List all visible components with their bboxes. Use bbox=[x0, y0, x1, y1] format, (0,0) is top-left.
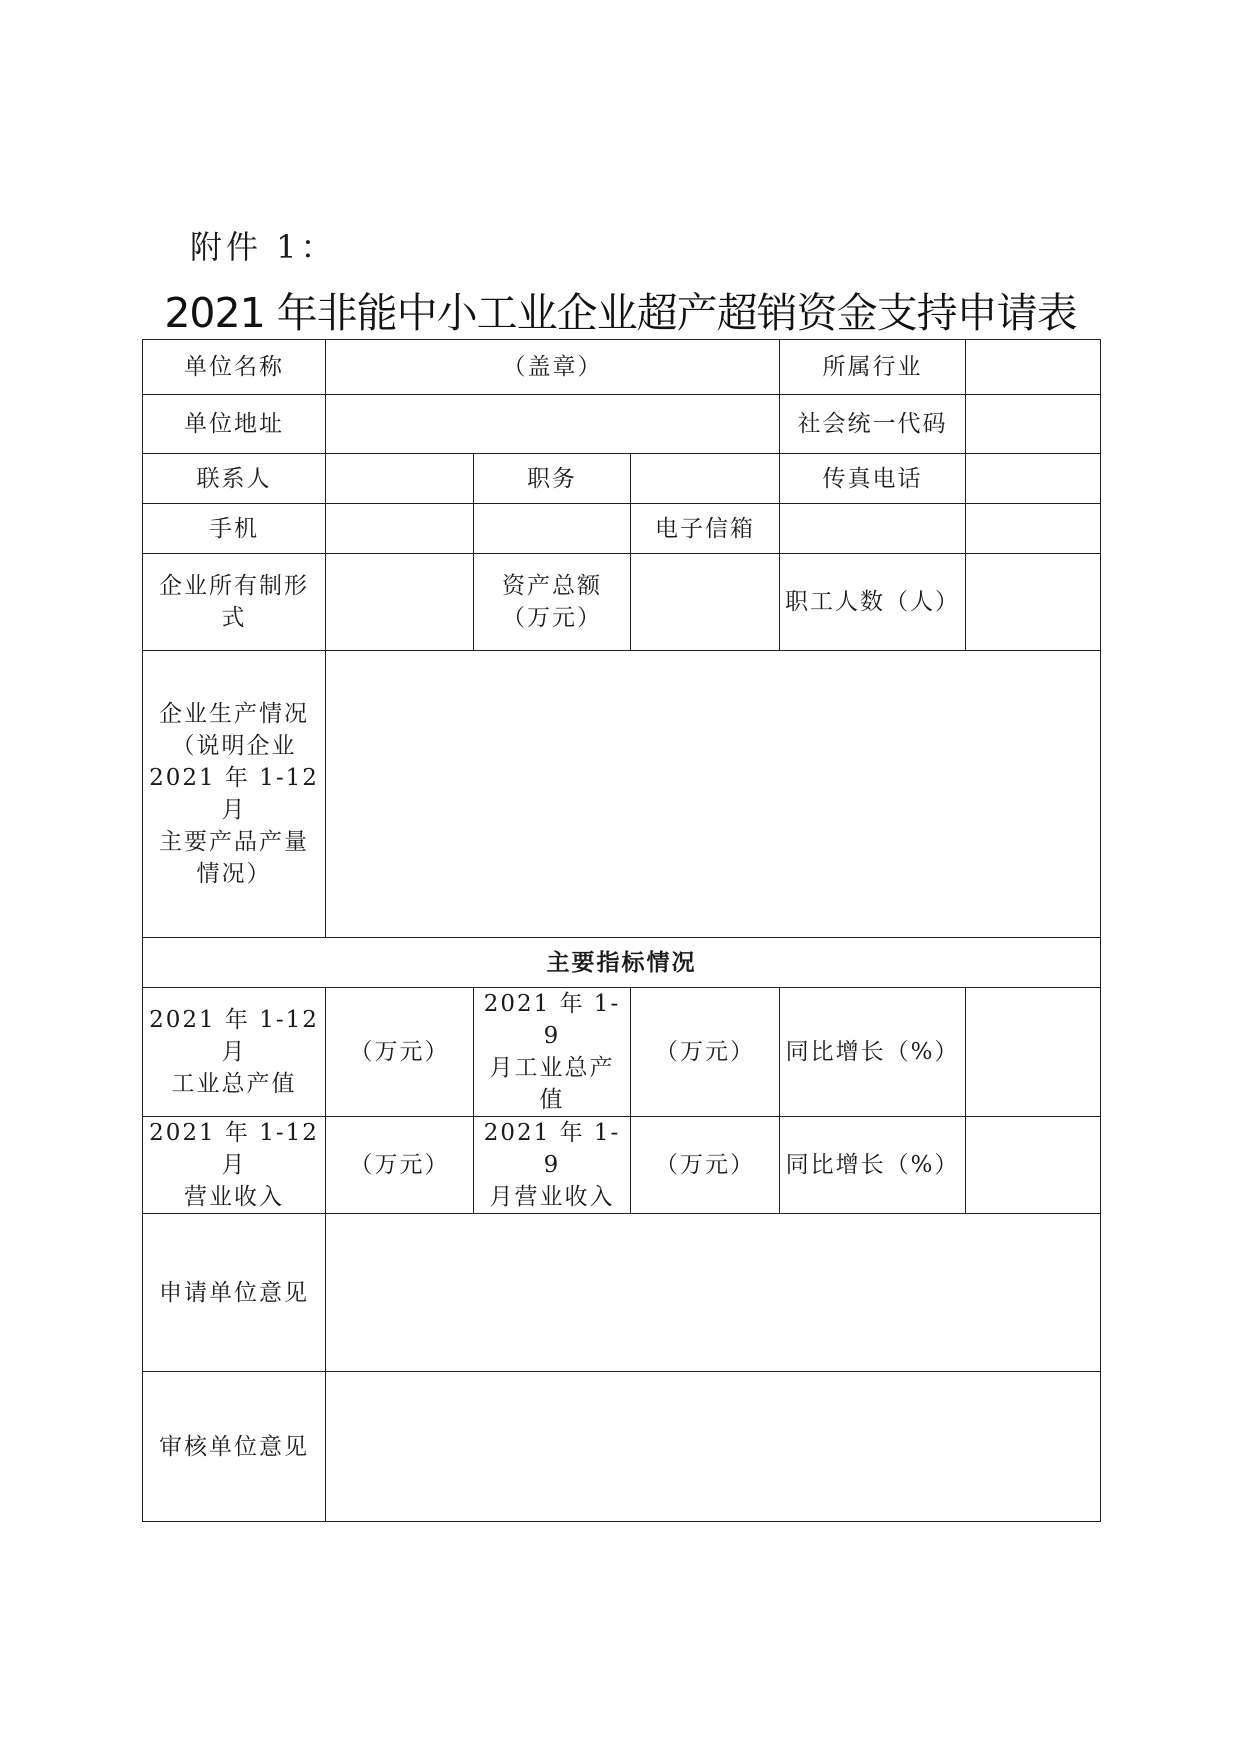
output-yoy-field[interactable] bbox=[966, 988, 1101, 1117]
revenue-yoy-field[interactable] bbox=[966, 1117, 1101, 1214]
employees-label: 职工人数（人） bbox=[780, 554, 966, 651]
mobile-field[interactable] bbox=[326, 504, 474, 554]
form-title: 2021 年非能中小工业企业超产超销资金支持申请表 bbox=[164, 289, 1077, 337]
email-label: 电子信箱 bbox=[631, 504, 780, 554]
unit-wan: （万元） bbox=[655, 1039, 755, 1065]
applicant-opinion-label: 申请单位意见 bbox=[143, 1214, 326, 1372]
address-field[interactable] bbox=[326, 395, 780, 454]
position-label: 职务 bbox=[474, 454, 631, 504]
seal-hint: （盖章） bbox=[502, 354, 603, 380]
production-field[interactable] bbox=[326, 651, 1101, 938]
fax-field[interactable] bbox=[966, 454, 1101, 504]
unit-wan: （万元） bbox=[655, 1152, 755, 1178]
production-label: 企业生产情况 （说明企业 2021 年 1-12 月 主要产品产量 情况） bbox=[143, 651, 326, 938]
application-form-table bbox=[142, 339, 1101, 1522]
fax-label: 传真电话 bbox=[780, 454, 966, 504]
output-yoy-label: 同比增长（%） bbox=[780, 988, 966, 1117]
contact-label: 联系人 bbox=[143, 454, 326, 504]
unit-wan: （万元） bbox=[349, 1039, 450, 1065]
unit-wan: （万元） bbox=[349, 1152, 450, 1178]
revenue-12m-label: 2021 年 1-12 月 营业收入 bbox=[143, 1117, 326, 1214]
revenue-yoy-label: 同比增长（%） bbox=[780, 1117, 966, 1214]
output-9m-field[interactable] bbox=[631, 988, 780, 1117]
address-label: 单位地址 bbox=[143, 395, 326, 454]
revenue-12m-field[interactable] bbox=[326, 1117, 474, 1214]
revenue-9m-label: 2021 年 1-9 月营业收入 bbox=[474, 1117, 631, 1214]
indicators-heading: 主要指标情况 bbox=[143, 938, 1101, 988]
ownership-label: 企业所有制形 式 bbox=[143, 554, 326, 651]
unit-name-field[interactable] bbox=[326, 340, 780, 395]
ownership-field[interactable] bbox=[326, 554, 474, 651]
credit-code-label: 社会统一代码 bbox=[780, 395, 966, 454]
assets-field[interactable] bbox=[631, 554, 780, 651]
output-9m-label: 2021 年 1-9 月工业总产 值 bbox=[474, 988, 631, 1117]
attachment-label: 附件 1： bbox=[190, 228, 337, 266]
reviewer-opinion-field[interactable] bbox=[326, 1372, 1101, 1522]
revenue-9m-field[interactable] bbox=[631, 1117, 780, 1214]
output-12m-label: 2021 年 1-12 月 工业总产值 bbox=[143, 988, 326, 1117]
industry-field[interactable] bbox=[966, 340, 1101, 395]
credit-code-field[interactable] bbox=[966, 395, 1101, 454]
position-field[interactable] bbox=[631, 454, 780, 504]
email-field-extra[interactable] bbox=[966, 504, 1101, 554]
reviewer-opinion-label: 审核单位意见 bbox=[143, 1372, 326, 1522]
assets-label: 资产总额 （万元） bbox=[474, 554, 631, 651]
output-12m-field[interactable] bbox=[326, 988, 474, 1117]
unit-name-label: 单位名称 bbox=[143, 340, 326, 395]
contact-field[interactable] bbox=[326, 454, 474, 504]
mobile-label: 手机 bbox=[143, 504, 326, 554]
mobile-field-extra[interactable] bbox=[474, 504, 631, 554]
email-field[interactable] bbox=[780, 504, 966, 554]
applicant-opinion-field[interactable] bbox=[326, 1214, 1101, 1372]
industry-label: 所属行业 bbox=[780, 340, 966, 395]
employees-field[interactable] bbox=[966, 554, 1101, 651]
